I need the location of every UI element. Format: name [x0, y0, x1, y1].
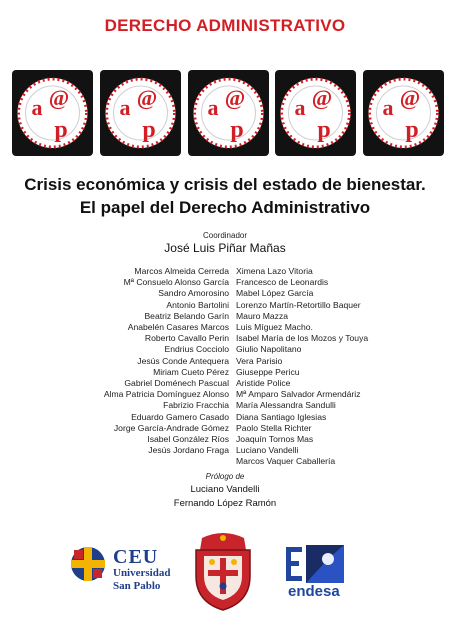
author-name: Isabel González Ríos — [147, 434, 229, 445]
aap-at-sign-logo — [15, 75, 90, 151]
author-name: Giulio Napolitano — [236, 344, 302, 355]
coordinator-name: José Luis Piñar Mañas — [164, 241, 286, 255]
endesa-e-logo-icon — [286, 545, 344, 583]
ceu-cross-shield-icon — [70, 546, 106, 582]
ceu-line-1: Universidad — [113, 567, 171, 579]
author-name: Miriam Cueto Pérez — [153, 366, 229, 377]
author-name: Joaquín Tornos Mas — [236, 434, 314, 445]
author-name: Roberto Cavallo Perin — [144, 333, 229, 344]
author-name: Beatriz Belando Garín — [144, 310, 229, 321]
university-crest-icon — [190, 530, 256, 612]
logo-letter: a — [207, 95, 218, 120]
logo-letter: a — [294, 95, 306, 120]
logo-letter: a — [31, 95, 43, 120]
author-name: Luciano Vandelli — [236, 445, 299, 456]
logo-letter: @ — [136, 85, 157, 110]
author-name: Sandro Amorosino — [158, 288, 229, 299]
author-name: Ximena Lazo Vitoria — [236, 266, 313, 276]
coordinator-label: Coordinador — [202, 231, 248, 240]
book-title-line-2: El papel del Derecho Administrativo — [79, 198, 371, 217]
author-name: Aristide Police — [236, 378, 291, 389]
logo-tile — [363, 70, 444, 156]
logo-tile — [275, 70, 356, 156]
author-name: Jesús Jordano Fraga — [148, 445, 229, 456]
aap-at-sign-logo — [103, 75, 178, 151]
logo-letter: p — [317, 117, 331, 143]
logo-letter: @ — [399, 85, 421, 110]
authors-right-column — [236, 266, 368, 468]
author-name: Anabelén Casares Marcos — [127, 322, 229, 333]
author-name: Jorge García-Andrade Gómez — [113, 422, 229, 433]
book-title-line-1: Crisis económica y crisis del estado de bienestar. — [24, 175, 426, 194]
author-name: Mauro Mazza — [236, 310, 289, 321]
author-name: Lorenzo Martín-Retortillo Baquer — [236, 299, 361, 310]
author-name: Mª Amparo Salvador Armendáriz — [236, 389, 361, 400]
logo-letter: p — [405, 117, 419, 143]
ceu-wordmark — [113, 547, 170, 593]
author-name: Alma Patricia Domínguez Alonso — [103, 389, 229, 400]
author-name: Endrius Cocciolo — [164, 344, 229, 355]
ceu-line-2: San Pablo — [113, 580, 161, 592]
authors-left-column — [104, 266, 229, 456]
author-name: Vera Parisio — [236, 355, 283, 366]
logo-letter: @ — [48, 85, 70, 110]
logo-strip — [12, 70, 444, 156]
author-name: Eduardo Gamero Casado — [131, 411, 229, 422]
logo-letter: @ — [224, 85, 245, 110]
author-name: Mabel López García — [236, 288, 314, 299]
author-name: Paolo Stella Richter — [236, 422, 312, 433]
author-name: Marcos Almeida Cerreda — [134, 266, 229, 276]
author-name: María Alessandra Sandulli — [236, 400, 336, 411]
author-name: Isabel María de los Mozos y Touya — [236, 333, 369, 344]
author-name: Jesús Conde Antequera — [137, 355, 229, 366]
author-name: Giuseppe Pericu — [236, 366, 300, 377]
logo-tile — [188, 70, 269, 156]
ceu-abbreviation: CEU — [113, 546, 159, 568]
prologue-label: Prólogo de — [205, 472, 245, 481]
logo-letter: a — [382, 95, 394, 120]
prologue-author: Fernando López Ramón — [173, 498, 277, 509]
prologue-author: Luciano Vandelli — [190, 484, 260, 495]
author-name: Mª Consuelo Alonso García — [123, 277, 229, 288]
author-name: Marcos Vaquer Caballería — [236, 456, 336, 467]
logo-letter: @ — [312, 85, 333, 110]
logo-tile — [12, 70, 93, 156]
logo-letter: a — [119, 95, 131, 120]
logo-letter: p — [229, 117, 244, 143]
author-name: Gabriel Doménech Pascual — [124, 378, 229, 389]
author-name: Diana Santiago Iglesias — [236, 411, 327, 422]
aap-at-sign-logo — [191, 75, 266, 151]
author-name: Francesco de Leonardis — [236, 277, 329, 288]
author-name: Antonio Bartolini — [166, 299, 229, 310]
series-title: DERECHO ADMINISTRATIVO — [104, 16, 346, 35]
aap-at-sign-logo — [366, 75, 441, 151]
logo-tile — [100, 70, 181, 156]
endesa-wordmark: endesa — [288, 583, 340, 600]
author-name: Fabrizio Fracchia — [163, 400, 229, 411]
logo-letter: p — [54, 117, 68, 143]
logo-letter: p — [142, 117, 156, 143]
aap-at-sign-logo — [278, 75, 353, 151]
author-name: Luis Míguez Macho. — [236, 322, 313, 333]
